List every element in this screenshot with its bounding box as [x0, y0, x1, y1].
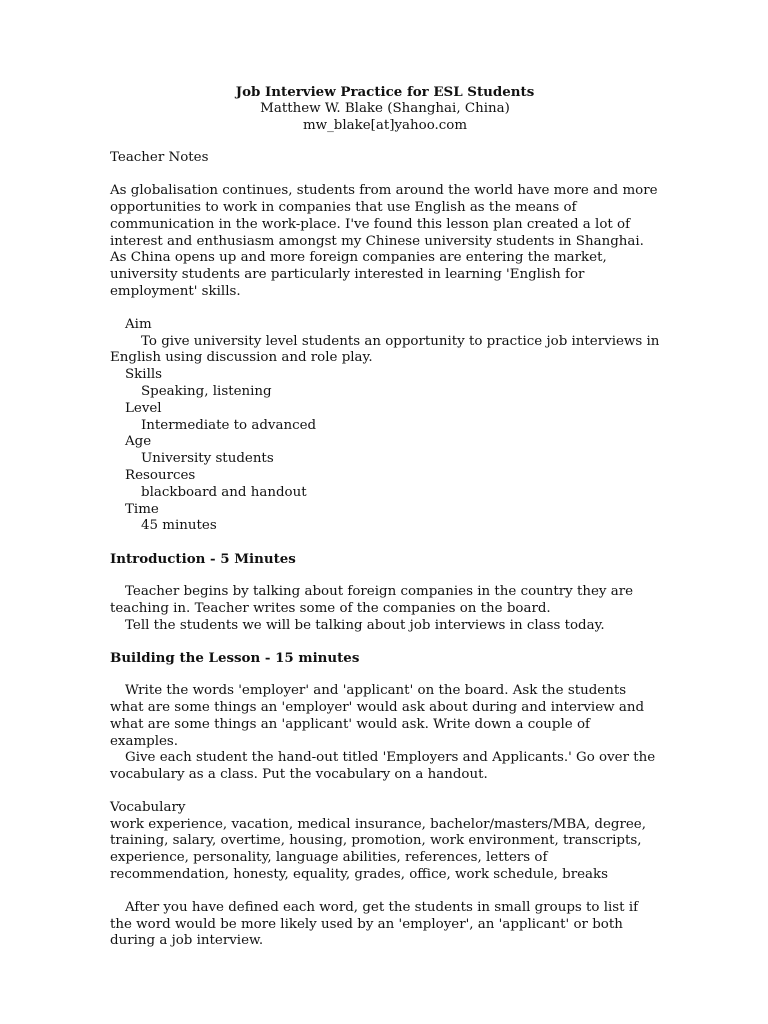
- building-paragraph-1: Write the words 'employer' and 'applicant' on the board. Ask the students what are some things an 'employer' would ask about during and interview and what are some things an 'applicant' would ask. Write down a couple of examples.: [110, 683, 645, 749]
- skills-label: Skills: [125, 367, 163, 383]
- aim-label: Aim: [125, 316, 152, 332]
- time-value: 45 minutes: [141, 518, 217, 534]
- building-section: [110, 683, 660, 784]
- time-label: Time: [125, 501, 159, 517]
- introduction-paragraph-1: Teacher begins by talking about foreign companies in the country they are teaching in. Teacher writes some of the companies on the board.: [110, 583, 634, 616]
- resources-value: blackboard and handout: [141, 484, 307, 500]
- vocabulary-section: [110, 800, 660, 884]
- introduction-section: [110, 584, 660, 634]
- age-label: Age: [125, 434, 152, 450]
- vocabulary-list: work experience, vacation, medical insurance, bachelor/masters/MBA, degree, training, salary, overtime, housing, promotion, work environment, transcripts, experience, personality, language abilities, references, letters of recommendation, honesty, equality, grades, office, work schedule, breaks: [110, 816, 646, 883]
- document-page: [110, 84, 660, 950]
- introduction-paragraph-2: Tell the students we will be talking about job interviews in class today.: [125, 617, 605, 633]
- building-heading: Building the Lesson - 15 minutes: [110, 650, 360, 667]
- document-title: Job Interview Practice for ESL Students: [235, 84, 535, 100]
- skills-value: Speaking, listening: [141, 383, 272, 399]
- level-label: Level: [125, 400, 162, 416]
- author-line: Matthew W. Blake (Shanghai, China): [260, 100, 510, 116]
- building-paragraph-2: Give each student the hand-out titled 'Employers and Applicants.' Go over the vocabulary as a class. Put the vocabulary on a handout.: [110, 750, 656, 783]
- intro-paragraph: As globalisation continues, students from around the world have more and more opportunities to work in companies that use English as the means of communication in the work-place. I've found this lesson plan created a lot of interest and enthusiasm amongst my Chinese university students in Shanghai. As China opens up and more foreign companies are entering the market, university students are particularly interested in learning 'English for employment' skills.: [110, 183, 658, 299]
- age-value: University students: [141, 451, 274, 467]
- teacher-notes-label: Teacher Notes: [110, 150, 209, 166]
- level-value: Intermediate to advanced: [141, 417, 317, 433]
- resources-label: Resources: [125, 467, 196, 483]
- after-paragraph: After you have defined each word, get the students in small groups to list if the word would be more likely used by an 'employer', an 'applicant' or both during a job interview.: [110, 899, 639, 949]
- vocabulary-label: Vocabulary: [110, 799, 186, 815]
- lesson-plan-details: [110, 317, 660, 535]
- aim-value: To give university level students an opportunity to practice job interviews in English using discussion and role play.: [110, 333, 660, 366]
- document-header: [110, 84, 660, 134]
- author-email: mw_blake[at]yahoo.com: [302, 117, 468, 133]
- introduction-heading: Introduction - 5 Minutes: [110, 551, 296, 568]
